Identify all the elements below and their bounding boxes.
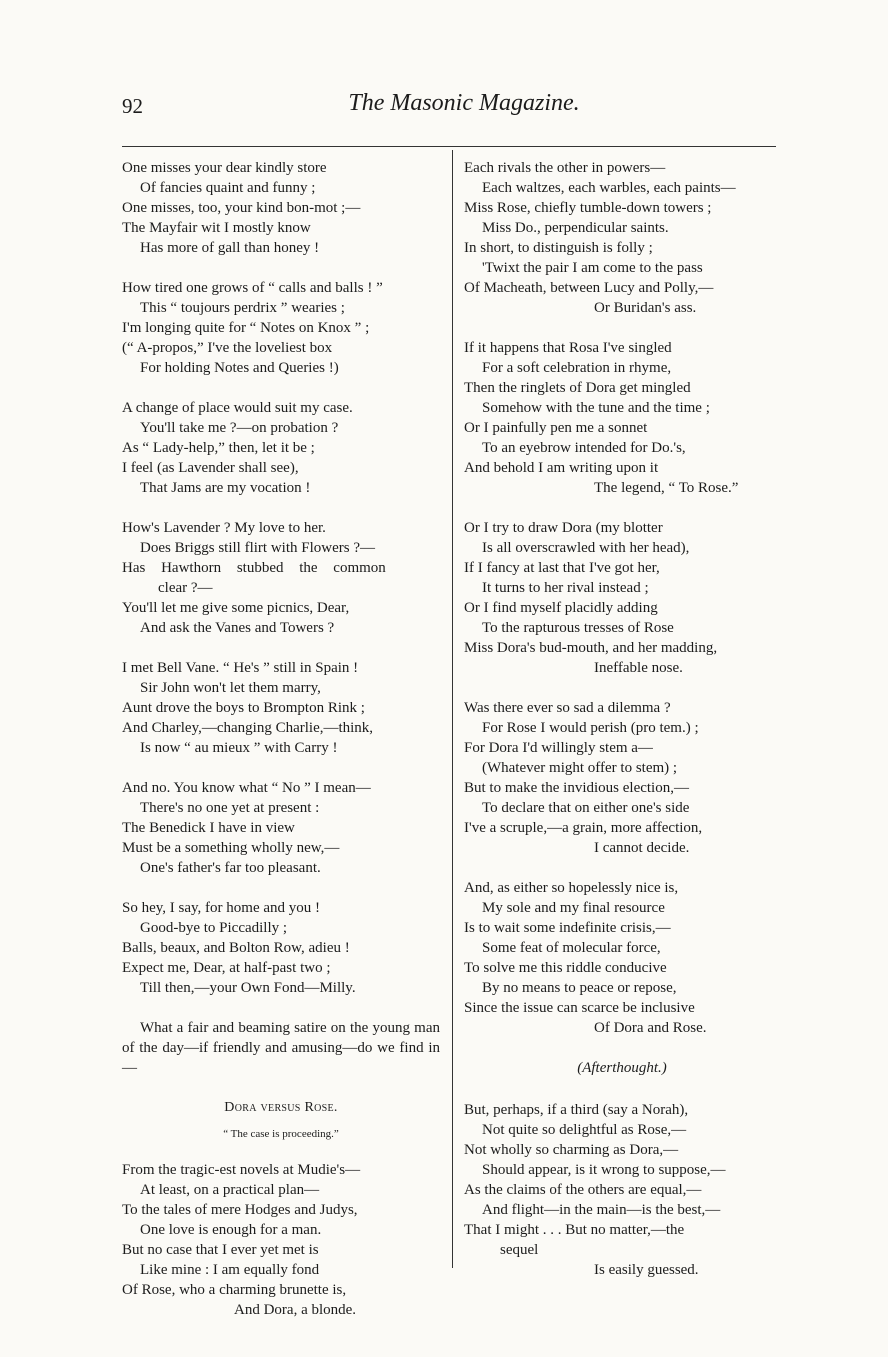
verse-line: Not quite so delightful as Rose,— bbox=[482, 1122, 687, 1138]
column-divider bbox=[452, 150, 453, 1268]
verse-line: My sole and my final resource bbox=[482, 900, 665, 916]
verse-line: By no means to peace or repose, bbox=[482, 980, 677, 996]
verse-line: Miss Rose, chiefly tumble-down towers ; bbox=[464, 200, 712, 216]
running-title: The Masonic Magazine. bbox=[348, 90, 580, 116]
verse-line: You'll let me give some picnics, Dear, bbox=[122, 600, 350, 616]
right-column bbox=[464, 158, 780, 1300]
header-rule bbox=[122, 146, 776, 147]
stanza bbox=[122, 778, 440, 878]
verse-line: Or I painfully pen me a sonnet bbox=[464, 420, 648, 436]
verse-line: And, as either so hopelessly nice is, bbox=[464, 880, 679, 896]
verse-line: Each rivals the other in powers— bbox=[464, 160, 666, 176]
verse-line: If it happens that Rosa I've singled bbox=[464, 340, 672, 356]
verse-line: Good-bye to Piccadilly ; bbox=[140, 920, 288, 936]
verse-line: To the tales of mere Hodges and Judys, bbox=[122, 1202, 358, 1218]
stanza bbox=[464, 338, 780, 498]
verse-line: Like mine : I am equally fond bbox=[140, 1262, 320, 1278]
stanza bbox=[122, 158, 440, 258]
verse-line: And behold I am writing upon it bbox=[464, 460, 659, 476]
verse-line: One's father's far too pleasant. bbox=[140, 860, 321, 876]
verse-line: For a soft celebration in rhyme, bbox=[482, 360, 672, 376]
verse-line: In short, to distinguish is folly ; bbox=[464, 240, 653, 256]
verse-line: But to make the invidious election,— bbox=[464, 780, 689, 796]
verse-line: Is to wait some indefinite crisis,— bbox=[464, 920, 671, 936]
verse-line: You'll take me ?—on probation ? bbox=[140, 420, 339, 436]
verse-line: The Mayfair wit I mostly know bbox=[122, 220, 311, 236]
verse-line: The legend, “ To Rose.” bbox=[594, 480, 739, 496]
verse-line: Is easily guessed. bbox=[594, 1262, 699, 1278]
verse-line: One misses, too, your kind bon-mot ;— bbox=[122, 200, 361, 216]
verse-line: Miss Do., perpendicular saints. bbox=[482, 220, 669, 236]
verse-line: Or Buridan's ass. bbox=[594, 300, 697, 316]
verse-line: (Whatever might offer to stem) ; bbox=[482, 760, 678, 776]
verse-line: I cannot decide. bbox=[594, 840, 690, 856]
stanza bbox=[464, 518, 780, 678]
verse-line: That Jams are my vocation ! bbox=[140, 480, 311, 496]
stanza bbox=[122, 278, 440, 378]
verse-line: Till then,—your Own Fond—Milly. bbox=[140, 980, 356, 996]
left-column bbox=[122, 158, 440, 1340]
stanza bbox=[122, 398, 440, 498]
verse-line: A change of place would suit my case. bbox=[122, 400, 353, 416]
verse-line: Has more of gall than honey ! bbox=[140, 240, 320, 256]
stanza bbox=[464, 878, 780, 1038]
verse-line: This “ toujours perdrix ” wearies ; bbox=[140, 300, 345, 316]
stanza bbox=[464, 1100, 780, 1280]
prose-paragraph: What a fair and beaming satire on the young man of the day—if friendly and amusing—do we find in— bbox=[122, 1020, 440, 1076]
verse-line: How tired one grows of “ calls and balls ! ” bbox=[122, 280, 383, 296]
verse-line: So hey, I say, for home and you ! bbox=[122, 900, 321, 916]
verse-line: clear ?— bbox=[158, 580, 213, 596]
verse-line: Must be a something wholly new,— bbox=[122, 840, 340, 856]
verse-line: How's Lavender ? My love to her. bbox=[122, 520, 326, 536]
verse-line: One love is enough for a man. bbox=[140, 1222, 322, 1238]
verse-line: It turns to her rival instead ; bbox=[482, 580, 649, 596]
stanza bbox=[122, 1160, 440, 1320]
verse-line: Is all overscrawled with her head), bbox=[482, 540, 690, 556]
verse-line: sequel bbox=[500, 1242, 539, 1258]
verse-line: The Benedick I have in view bbox=[122, 820, 295, 836]
verse-line: To the rapturous tresses of Rose bbox=[482, 620, 674, 636]
verse-line: Of Rose, who a charming brunette is, bbox=[122, 1282, 347, 1298]
verse-line: Miss Dora's bud-mouth, and her madding, bbox=[464, 640, 718, 656]
verse-line: But, perhaps, if a third (say a Norah), bbox=[464, 1102, 689, 1118]
verse-line: There's no one yet at present : bbox=[140, 800, 320, 816]
verse-line: For holding Notes and Queries !) bbox=[140, 360, 339, 376]
verse-line: As “ Lady-help,” then, let it be ; bbox=[122, 440, 315, 456]
poem-title: Dora versus Rose. bbox=[224, 1100, 338, 1115]
verse-line: Sir John won't let them marry, bbox=[140, 680, 321, 696]
verse-line: If I fancy at last that I've got her, bbox=[464, 560, 660, 576]
verse-line: 'Twixt the pair I am come to the pass bbox=[482, 260, 703, 276]
verse-line: Or I find myself placidly adding bbox=[464, 600, 658, 616]
verse-line: Does Briggs still flirt with Flowers ?— bbox=[140, 540, 375, 556]
stanza bbox=[122, 518, 440, 638]
verse-line: As the claims of the others are equal,— bbox=[464, 1182, 702, 1198]
verse-line: Not wholly so charming as Dora,— bbox=[464, 1142, 679, 1158]
verse-line: But no case that I ever yet met is bbox=[122, 1242, 319, 1258]
verse-line: From the tragic-est novels at Mudie's— bbox=[122, 1162, 361, 1178]
poem-epigraph: “ The case is proceeding.” bbox=[223, 1128, 339, 1140]
stanza bbox=[464, 158, 780, 318]
verse-line: I've a scruple,—a grain, more affection, bbox=[464, 820, 703, 836]
stanza bbox=[122, 898, 440, 998]
verse-line: To solve me this riddle conducive bbox=[464, 960, 667, 976]
verse-line: Or I try to draw Dora (my blotter bbox=[464, 520, 663, 536]
verse-line: Some feat of molecular force, bbox=[482, 940, 661, 956]
verse-line: Since the issue can scarce be inclusive bbox=[464, 1000, 695, 1016]
verse-line: Was there ever so sad a dilemma ? bbox=[464, 700, 671, 716]
verse-line: To declare that on either one's side bbox=[482, 800, 690, 816]
verse-line: Of Dora and Rose. bbox=[594, 1020, 707, 1036]
verse-line: Expect me, Dear, at half-past two ; bbox=[122, 960, 331, 976]
verse-line: Balls, beaux, and Bolton Row, adieu ! bbox=[122, 940, 350, 956]
verse-line: (“ A-propos,” I've the loveliest box bbox=[122, 340, 333, 356]
verse-line: And no. You know what “ No ” I mean— bbox=[122, 780, 371, 796]
verse-line: And Charley,—changing Charlie,—think, bbox=[122, 720, 374, 736]
verse-line: Of fancies quaint and funny ; bbox=[140, 180, 316, 196]
verse-line: At least, on a practical plan— bbox=[140, 1182, 320, 1198]
verse-line: Is now “ au mieux ” with Carry ! bbox=[140, 740, 338, 756]
verse-line: And flight—in the main—is the best,— bbox=[482, 1202, 721, 1218]
verse-line: I'm longing quite for “ Notes on Knox ” ; bbox=[122, 320, 370, 336]
verse-line: For Rose I would perish (pro tem.) ; bbox=[482, 720, 699, 736]
verse-line: Of Macheath, between Lucy and Polly,— bbox=[464, 280, 714, 296]
verse-line: Ineffable nose. bbox=[594, 660, 683, 676]
verse-line: I feel (as Lavender shall see), bbox=[122, 460, 299, 476]
stanza bbox=[122, 658, 440, 758]
verse-line: Should appear, is it wrong to suppose,— bbox=[482, 1162, 726, 1178]
verse-line: One misses your dear kindly store bbox=[122, 160, 327, 176]
page-number: 92 bbox=[122, 94, 143, 118]
verse-line: Has Hawthorn stubbed the common bbox=[122, 560, 386, 576]
page-header bbox=[0, 88, 888, 128]
verse-line: And ask the Vanes and Towers ? bbox=[140, 620, 335, 636]
verse-line: For Dora I'd willingly stem a— bbox=[464, 740, 653, 756]
verse-line: Somehow with the tune and the time ; bbox=[482, 400, 710, 416]
afterthought-heading: (Afterthought.) bbox=[577, 1060, 667, 1076]
verse-line: That I might . . . But no matter,—the bbox=[464, 1222, 685, 1238]
verse-line: To an eyebrow intended for Do.'s, bbox=[482, 440, 686, 456]
stanza bbox=[464, 698, 780, 858]
verse-line: Aunt drove the boys to Brompton Rink ; bbox=[122, 700, 365, 716]
verse-line: I met Bell Vane. “ He's ” still in Spain ! bbox=[122, 660, 359, 676]
verse-line: Then the ringlets of Dora get mingled bbox=[464, 380, 691, 396]
verse-line: And Dora, a blonde. bbox=[234, 1302, 357, 1318]
verse-line: Each waltzes, each warbles, each paints— bbox=[482, 180, 736, 196]
